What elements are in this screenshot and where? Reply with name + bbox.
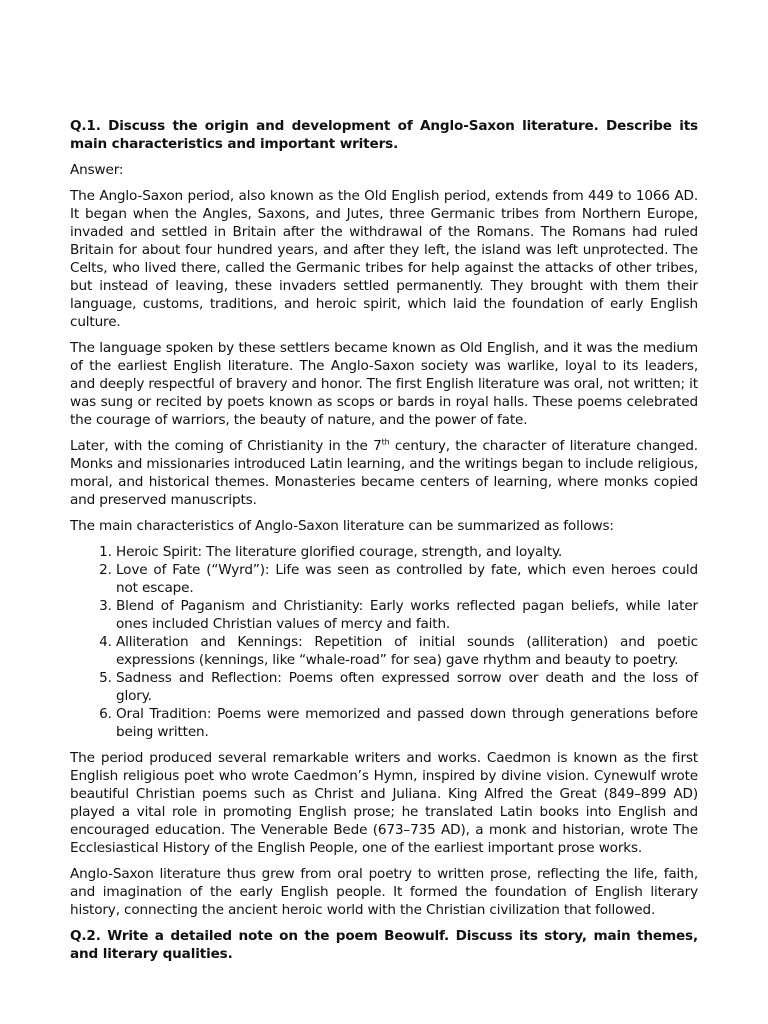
paragraph-writers: The period produced several remarkable writers and works. Caedmon is known as the first English religious poet who wrote Caedmon’s Hymn, inspired by divine vision. Cynewulf wrote beautiful Christian poems such as Christ and Juliana. King Alfred the Great (849–899 AD) played a vital role in promoting English prose; he translated Latin books into English and encouraged education. The Venerable Bede (673–735 AD), a monk and historian, wrote The Ecclesiastical History of the English People, one of the earliest important prose works. [70, 750, 698, 856]
ordinal-superscript: th [381, 437, 390, 447]
list-item: 5. Sadness and Reflection: Poems often expressed sorrow over death and the loss of glory. [116, 669, 698, 705]
question-1-title: Q.1. Discuss the origin and development of Anglo-Saxon literature. Describe its main characteristics and important writers. [70, 118, 698, 152]
characteristics-list [70, 543, 698, 741]
paragraph-old-english: The language spoken by these settlers became known as Old English, and it was the medium of the earliest English literature. The Anglo-Saxon society was warlike, loyal to its leaders, and deeply respectful of bravery and honor. The first English literature was oral, not written; it was sung or recited by poets known as scops or bards in royal halls. These poems celebrated the courage of warriors, the beauty of nature, and the power of fate. [70, 340, 698, 428]
list-item: 2. Love of Fate (“Wyrd”): Life was seen as controlled by fate, which even heroes could not escape. [116, 561, 698, 597]
list-item: 3. Blend of Paganism and Christianity: Early works reflected pagan beliefs, while later ones included Christian values of mercy and faith. [116, 597, 698, 633]
question-2-title: Q.2. Write a detailed note on the poem Beowulf. Discuss its story, main themes, and literary qualities. [70, 928, 698, 962]
list-intro: The main characteristics of Anglo-Saxon literature can be summarized as follows: [70, 518, 614, 534]
document-page [70, 117, 698, 971]
paragraph-conclusion: Anglo-Saxon literature thus grew from oral poetry to written prose, reflecting the life, faith, and imagination of the early English people. It formed the foundation of English literary history, connecting the ancient heroic world with the Christian civilization that followed. [70, 866, 698, 918]
answer-label: Answer: [70, 162, 124, 178]
paragraph-christianity-part2: century, the character of literature changed. Monks and missionaries introduced Latin learning, and the writings began to include religious, moral, and historical themes. Monasteries became centers of learning, where monks copied and preserved manuscripts. [70, 438, 698, 508]
list-item: 1. Heroic Spirit: The literature glorified courage, strength, and loyalty. [116, 543, 698, 561]
paragraph-christianity-part1: Later, with the coming of Christianity in the 7 [70, 438, 382, 454]
paragraph-christianity [70, 437, 698, 509]
list-item: 4. Alliteration and Kennings: Repetition of initial sounds (alliteration) and poetic expressions (kennings, like “whale-road” for sea) gave rhythm and beauty to poetry. [116, 633, 698, 669]
paragraph-origin: The Anglo-Saxon period, also known as the Old English period, extends from 449 to 1066 AD. It began when the Angles, Saxons, and Jutes, three Germanic tribes from Northern Europe, invaded and settled in Britain after the withdrawal of the Romans. The Romans had ruled Britain for about four hundred years, and after they left, the island was left unprotected. The Celts, who lived there, called the Germanic tribes for help against the attacks of other tribes, but instead of leaving, these invaders settled permanently. They brought with them their language, customs, traditions, and heroic spirit, which laid the foundation of early English culture. [70, 188, 698, 330]
list-item: 6. Oral Tradition: Poems were memorized and passed down through generations before being written. [116, 705, 698, 741]
